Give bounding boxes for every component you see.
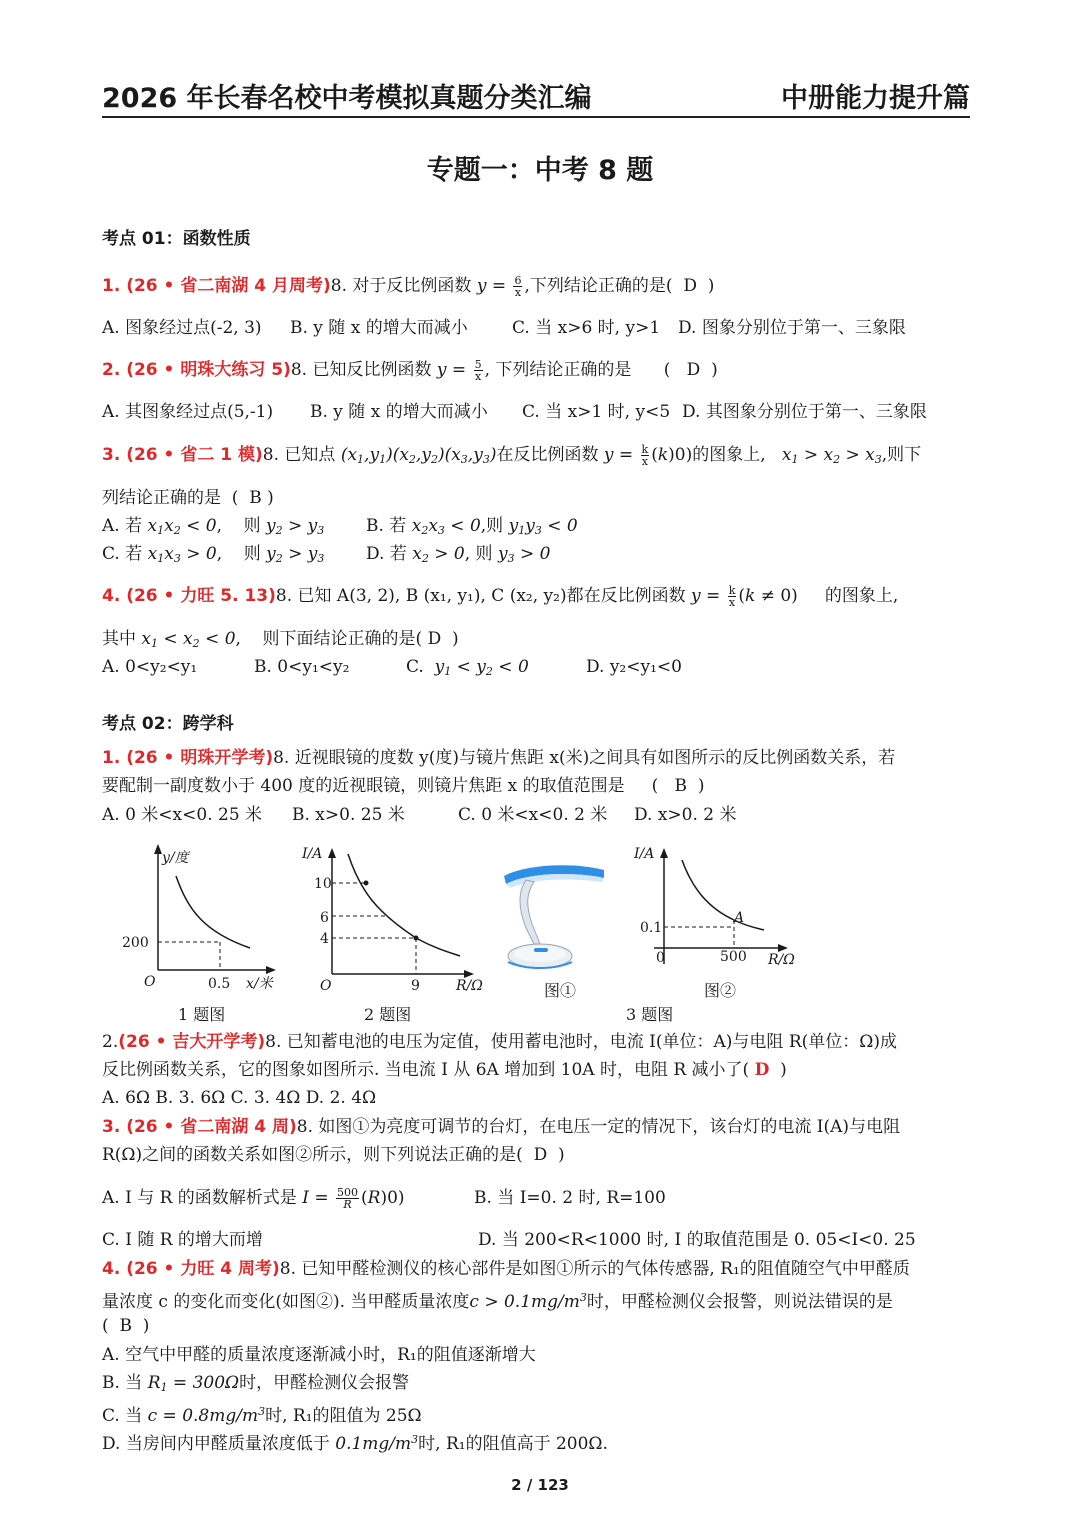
- s2-q3-stem-line2: R(Ω)之间的函数关系如图②所示，则下列说法正确的是( D ): [102, 1145, 565, 1165]
- header-subtitle: 中册能力提升篇: [781, 83, 970, 114]
- fig3b-caption: 图②: [704, 981, 737, 1000]
- fig3b-xtick: 500: [720, 949, 747, 965]
- fig3b-ytick: 0.1: [640, 920, 663, 936]
- section1-title: 考点 01：函数性质: [102, 229, 251, 249]
- s2-q4-answer: ( B ): [102, 1316, 150, 1336]
- figure-3b: [630, 840, 810, 980]
- answer: B: [674, 776, 688, 796]
- s2-q3-options-cd: C. I 随 R 的增大而增 D. 当 200<R<1000 时, I 的取值范围是 0. 05<I<0. 25: [102, 1230, 916, 1250]
- s1-q1-options: A. 图象经过点(-2, 3) B. y 随 x 的增大而减小 C. 当 x>6 时, y>1 D. 图象分别位于第一、三象限: [102, 318, 906, 338]
- s2-q4-stem: 4. (26 • 力旺 4 周考)8. 已知甲醛检测仪的核心部件是如图①所示的气体传感器, R₁的阻值随空气中甲醛质: [102, 1259, 910, 1279]
- s2-q1-options: A. 0 米<x<0. 25 米 B. x>0. 25 米 C. 0 米<x<0. 2 米 D. x>0. 2 米: [102, 805, 737, 825]
- source-tag: 4. (26 • 力旺 5. 13): [102, 586, 276, 606]
- fig2-xtick: 9: [411, 978, 420, 994]
- s2-q1-stem-line2: 要配制一副度数小于 400 度的近视眼镜，则镜片焦距 x 的取值范围是 ( B ): [102, 776, 705, 796]
- page-header: [102, 78, 970, 118]
- source-tag: 1. (26 • 明珠开学考): [102, 748, 274, 768]
- s2-q4-option-b: B. 当 $R_1 = 300\Omega$时，甲醛检测仪会报警: [102, 1373, 410, 1394]
- s1-q3-stem: 3. (26 • 省二 1 模)8. 已知点 $(x_1,y_1)(x_2,y_2)(x_3,y_3)$在反比例函数 y = $\frac{k}{x}$ (k)0)的图象上, $x_1 > x_2 > x_3$,则下: [102, 443, 922, 468]
- s2-q1-stem: 1. (26 • 明珠开学考)8. 近视眼镜的度数 y(度)与镜片焦距 x(米)之间具有如图所示的反比例函数关系，若: [102, 748, 896, 768]
- s2-q2-options: A. 6Ω B. 3. 6Ω C. 3. 4Ω D. 2. 4Ω: [102, 1088, 377, 1108]
- s2-q4-stem-line2: 量浓度 c 的变化而变化(如图②). 当甲醛质量浓度$c > 0.1mg/m^3$时，甲醛检测仪会报警，则说法错误的是: [102, 1291, 893, 1312]
- s1-q1-stem: 1. (26 • 省二南湖 4 月周考)8. 对于反比例函数 y = $\frac{6}{x}$ ,下列结论正确的是( D ): [102, 274, 715, 299]
- page-number: 2 / 123: [511, 1476, 569, 1494]
- answer: B: [249, 488, 262, 508]
- s2-q2-stem: 2.(26 • 吉大开学考)8. 已知蓄电池的电压为定值，使用蓄电池时，电流 I(单位：A)与电阻 R(单位：Ω)成: [102, 1032, 897, 1052]
- source-tag: (26 • 吉大开学考): [118, 1032, 266, 1052]
- fig1-ylabel: y/度: [162, 850, 189, 866]
- s2-q4-option-d: D. 当房间内甲醛质量浓度低于 $0.1mg/m^3$时, R₁的阻值高于 200Ω.: [102, 1433, 608, 1454]
- desk-lamp-icon: [496, 858, 612, 974]
- fig3b-xlabel: R/Ω: [768, 952, 795, 968]
- fig1-caption: 1 题图: [178, 1005, 226, 1024]
- answer: B: [119, 1316, 132, 1336]
- fig2-ytick-6: 6: [320, 910, 329, 926]
- topic-title: 专题一：中考 8 题: [426, 155, 654, 186]
- fig2-xlabel: R/Ω: [456, 978, 483, 994]
- s1-q3-options-ab: A. 若 $x_1x_2 < 0$, 则 $y_2 > y_3$ B. 若 $x_2x_3 < 0$,则 $y_1y_3 < 0$: [102, 516, 578, 537]
- answer: D: [754, 1060, 770, 1080]
- fig2-ytick-10: 10: [314, 876, 332, 892]
- answer: D: [686, 360, 701, 380]
- source-tag: 1. (26 • 省二南湖 4 月周考): [102, 276, 331, 296]
- fig1-origin: O: [144, 974, 156, 990]
- s2-q3-options-ab: A. I 与 R 的函数解析式是 I = $\frac{500}{R}$ (R)0) B. 当 I=0. 2 时, R=100: [102, 1186, 666, 1211]
- s1-q4-stem-line2: 其中 $x_1 < x_2 < 0$, 则下面结论正确的是( D ): [102, 629, 459, 650]
- fig1-xtick: 0.5: [208, 976, 231, 992]
- s1-q4-options: A. 0<y₂<y₁ B. 0<y₁<y₂ C. $y_1 < y_2 < 0$ D. y₂<y₁<0: [102, 657, 682, 678]
- source-tag: 4. (26 • 力旺 4 周考): [102, 1259, 280, 1279]
- s2-q2-stem-line2: 反比例函数关系，它的图象如图所示. 当电流 I 从 6A 增加到 10A 时，电阻 R 减小了( D ): [102, 1060, 787, 1080]
- fig2-ytick-4: 4: [320, 931, 329, 947]
- figure-2: [300, 840, 500, 1000]
- fig1-xlabel: x/米: [246, 976, 273, 992]
- fig1-ytick: 200: [122, 935, 149, 951]
- source-tag: 3. (26 • 省二 1 模): [102, 445, 263, 465]
- source-tag: 3. (26 • 省二南湖 4 周): [102, 1117, 297, 1137]
- s2-q3-stem: 3. (26 • 省二南湖 4 周)8. 如图①为亮度可调节的台灯，在电压一定的情况下，该台灯的电流 I(A)与电阻: [102, 1117, 901, 1137]
- fig3a-caption: 图①: [544, 981, 577, 1000]
- fig2-caption: 2 题图: [364, 1005, 412, 1024]
- s1-q2-stem: 2. (26 • 明珠大练习 5)8. 已知反比例函数 y = $\frac{5}{x}$ , 下列结论正确的是 ( D ): [102, 358, 718, 383]
- fig3b-point-label: A: [734, 910, 745, 926]
- s2-q4-option-c: C. 当 $c = 0.8mg/m^3$时, R₁的阻值为 25Ω: [102, 1405, 422, 1426]
- answer: D: [533, 1145, 548, 1165]
- fig3b-ylabel: I/A: [634, 846, 655, 862]
- answer: D: [427, 629, 442, 649]
- s1-q3-options-cd: C. 若 $x_1x_3 > 0$, 则 $y_2 > y_3$ D. 若 $x_2 > 0$, 则 $y_3 > 0$: [102, 544, 551, 565]
- figure-3a-lamp: [496, 858, 612, 974]
- s1-q4-stem: 4. (26 • 力旺 5. 13)8. 已知 A(3, 2), B (x₁, y₁), C (x₂, y₂)都在反比例函数 y = $\frac{k}{x}$ (k ≠ 0) 的图象上,: [102, 584, 899, 609]
- answer: D: [683, 276, 697, 296]
- header-title: 2026 年长春名校中考模拟真题分类汇编: [102, 83, 592, 114]
- s1-q2-options: A. 其图象经过点(5,-1) B. y 随 x 的增大而减小 C. 当 x>1 时, y<5 D. 其图象分别位于第一、三象限: [102, 402, 927, 422]
- fig2-ylabel: I/A: [302, 846, 323, 862]
- s2-q4-option-a: A. 空气中甲醛的质量浓度逐渐减小时，R₁的阻值逐渐增大: [102, 1345, 536, 1365]
- s1-q3-stem-line2: 列结论正确的是 ( B ): [102, 488, 274, 508]
- fig3b-origin: 0: [656, 950, 665, 966]
- section2-title: 考点 02：跨学科: [102, 714, 234, 734]
- fig3-caption: 3 题图: [626, 1005, 674, 1024]
- source-tag: 2. (26 • 明珠大练习 5): [102, 360, 291, 380]
- figure-1: [110, 840, 290, 1000]
- fig2-origin: O: [320, 978, 332, 994]
